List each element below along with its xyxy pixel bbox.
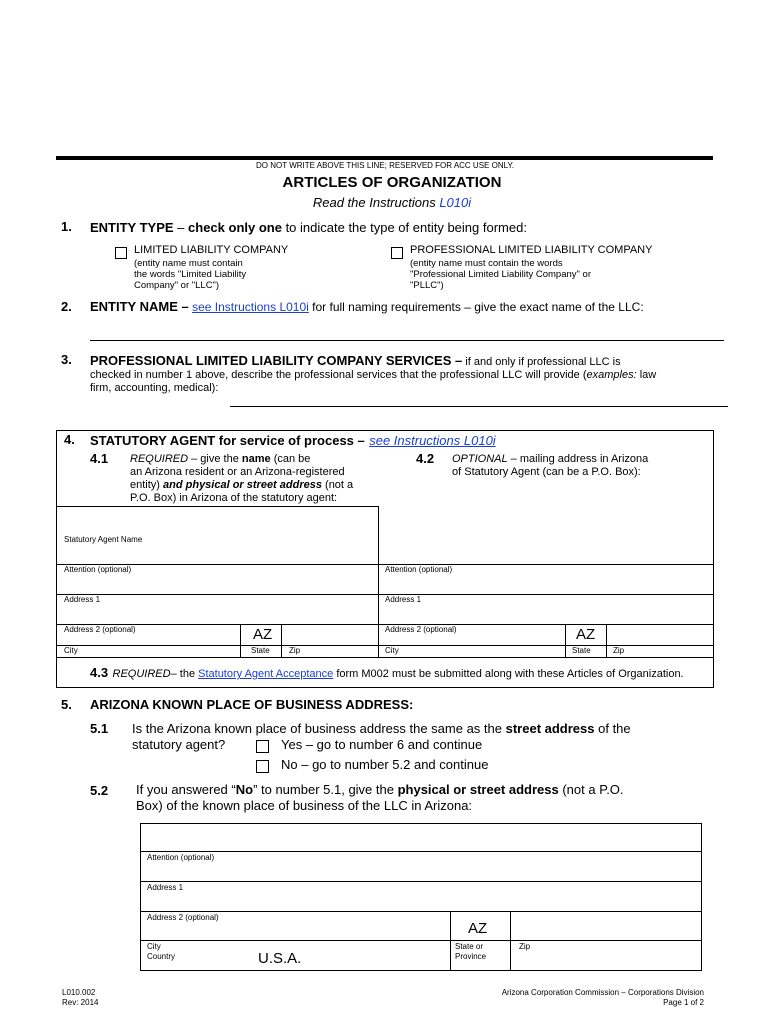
llc-checkbox[interactable] <box>115 247 127 259</box>
s3-text: checked in number 1 above, describe the professional services that the professional LLC will provide (examples: law firm, accounting, medical): <box>90 369 657 394</box>
mail-state-divider-left <box>565 624 566 657</box>
biz-addr2-label: Address 2 (optional) <box>147 913 219 922</box>
biz-country-label: Country <box>147 952 176 961</box>
entity-name-line[interactable] <box>90 340 724 341</box>
s1-heading: ENTITY TYPE – check only one to indicate the type of entity being formed: <box>90 220 527 235</box>
page-title: ARTICLES OF ORGANIZATION <box>282 174 502 191</box>
mail-city-label: City <box>385 646 399 655</box>
llc-note: (entity name must contain the words "Limited Liability Company" or "LLC") <box>134 258 247 291</box>
agent-addr2-label: Address 2 (optional) <box>64 625 136 634</box>
llc-label: LIMITED LIABILITY COMPANY <box>134 244 289 256</box>
yes-checkbox[interactable] <box>256 740 269 753</box>
s4-heading: STATUTORY AGENT for service of process – see Instructions L010i <box>90 433 496 448</box>
s2-number: 2. <box>61 299 72 314</box>
no-label: No – go to number 5.2 and continue <box>281 757 489 772</box>
agent-state-label: State <box>251 646 270 655</box>
mail-addr1-label: Address 1 <box>385 595 422 604</box>
agent-attn-field[interactable] <box>57 576 378 593</box>
mail-attn-field[interactable] <box>380 576 713 593</box>
s52-number: 5.2 <box>90 783 109 798</box>
s52-question: If you answered “No” to number 5.1, give the physical or street address (not a P.O. Box) of the known place of business of the LLC in Arizona: <box>136 782 624 813</box>
agent-state-divider-left <box>240 624 241 657</box>
s5-row3 <box>140 911 702 912</box>
agent-zip-label: Zip <box>289 646 301 655</box>
mail-addr2-label: Address 2 (optional) <box>385 625 457 634</box>
agent-addr1-field[interactable] <box>57 606 378 623</box>
biz-state-divider-left <box>450 911 451 971</box>
agent-state-value: AZ <box>253 626 273 643</box>
s51-question: Is the Arizona known place of business address the same as the street address of the statutory agent? <box>132 721 631 752</box>
agent-attn-label: Attention (optional) <box>64 565 132 574</box>
biz-state-divider-right <box>510 911 511 971</box>
s5-row1 <box>140 851 702 852</box>
agent-name-field[interactable] <box>57 507 378 535</box>
agent-state-divider-right <box>281 624 282 657</box>
reserved-note: DO NOT WRITE ABOVE THIS LINE; RESERVED FOR ACC USE ONLY. <box>256 161 514 170</box>
s5-number: 5. <box>61 697 72 712</box>
agent-acceptance-link[interactable]: Statutory Agent Acceptance <box>198 668 334 680</box>
mail-state-value: AZ <box>576 626 596 643</box>
agent-city-label: City <box>64 646 78 655</box>
s4-number: 4. <box>64 432 75 447</box>
s5-row2 <box>140 881 702 882</box>
s43-text: 4.3 REQUIRED– the Statutory Agent Acceptance form M002 must be submitted along with these Articles of Organization. <box>90 665 684 680</box>
s4-midline <box>378 507 379 657</box>
s4-instructions-link[interactable]: see Instructions L010i <box>369 433 496 448</box>
mail-state-label: State <box>572 646 591 655</box>
biz-state-label: State or Province <box>455 942 487 961</box>
form-number: L010.002 Rev: 2014 <box>62 988 99 1007</box>
pllc-label: PROFESSIONAL LIMITED LIABILITY COMPANY <box>410 244 653 256</box>
s4-row5 <box>56 657 714 658</box>
biz-attn-field[interactable] <box>141 864 701 881</box>
s42-number: 4.2 <box>416 451 435 466</box>
top-rule <box>56 156 713 160</box>
biz-addr1-field[interactable] <box>141 894 701 911</box>
read-instructions: Read the Instructions L010i <box>312 195 472 210</box>
s41-text: REQUIRED – give the name (can be an Arizona resident or an Arizona-registered entity) and physical or street address (not a P.O. Box) in Arizona of the statutory agent: <box>130 453 354 504</box>
yes-label: Yes – go to number 6 and continue <box>281 737 483 752</box>
s42-text: OPTIONAL – mailing address in Arizona of Statutory Agent (can be a P.O. Box): <box>452 453 649 478</box>
biz-attn-label: Attention (optional) <box>147 853 215 862</box>
biz-addr1-label: Address 1 <box>147 883 184 892</box>
footer-agency: Arizona Corporation Commission – Corporations Division Page 1 of 2 <box>501 988 704 1007</box>
services-line[interactable] <box>230 406 728 407</box>
s41-number: 4.1 <box>90 451 109 466</box>
pllc-checkbox[interactable] <box>391 247 403 259</box>
s51-number: 5.1 <box>90 721 109 736</box>
agent-addr1-label: Address 1 <box>64 595 101 604</box>
s5-row4 <box>140 940 702 941</box>
no-checkbox[interactable] <box>256 760 269 773</box>
biz-zip-label: Zip <box>519 942 531 951</box>
pllc-note: (entity name must contain the words "Professional Limited Liability Company" or "PLLC") <box>410 258 591 291</box>
biz-state-value: AZ <box>468 920 488 937</box>
s5-heading: ARIZONA KNOWN PLACE OF BUSINESS ADDRESS: <box>90 697 414 712</box>
mail-state-divider-right <box>606 624 607 657</box>
mail-addr1-field[interactable] <box>380 606 713 623</box>
mail-attn-label: Attention (optional) <box>385 565 453 574</box>
instructions-link[interactable]: L010i <box>439 195 472 210</box>
business-line-field[interactable] <box>141 824 701 851</box>
s3-number: 3. <box>61 352 72 367</box>
s2-heading: ENTITY NAME – see Instructions L010i for full naming requirements – give the exact name of the LLC: <box>90 299 644 314</box>
mail-zip-label: Zip <box>613 646 625 655</box>
s2-instructions-link[interactable]: see Instructions L010i <box>192 300 309 314</box>
s1-number: 1. <box>61 219 72 234</box>
agent-name-label: Statutory Agent Name <box>64 535 143 544</box>
biz-city-label: City <box>147 942 161 951</box>
s3-heading: PROFESSIONAL LIMITED LIABILITY COMPANY SERVICES – if and only if professional LLC is <box>90 353 621 368</box>
biz-country-value: U.S.A. <box>258 950 302 967</box>
